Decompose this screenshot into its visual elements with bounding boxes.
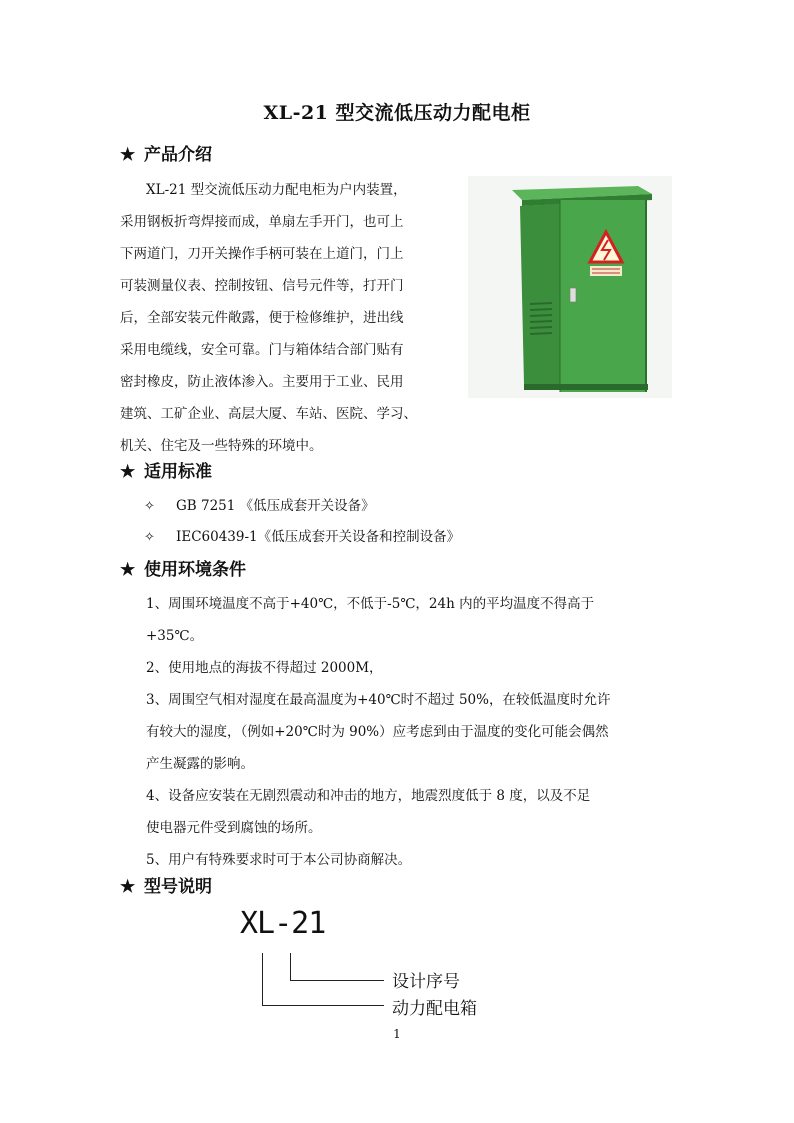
page-title: XL-21 型交流低压动力配电柜 xyxy=(263,102,531,124)
intro-line: XL-21 型交流低压动力配电柜为户内装置， xyxy=(146,182,407,198)
intro-line: 建筑、工矿企业、高层大厦、车站、医院、学习、 xyxy=(120,406,417,422)
intro-line: 可装测量仪表、控制按钮、信号元件等，打开门 xyxy=(120,278,404,294)
standard-text: IEC60439-1《低压成套开关设备和控制设备》 xyxy=(176,529,461,545)
section-heading-standards xyxy=(120,457,212,482)
bracket-line xyxy=(290,980,384,981)
section-heading-environment xyxy=(120,555,246,580)
env-line: 使电器元件受到腐蚀的场所。 xyxy=(146,820,322,836)
list-item xyxy=(144,525,460,545)
env-line: 1、周围环境温度不高于+40℃，不低于-5℃，24h 内的平均温度不得高于 xyxy=(146,596,595,612)
section-heading-label: 产品介绍 xyxy=(144,145,212,165)
model-code: XL-21 xyxy=(240,906,326,941)
env-line: +35℃。 xyxy=(146,628,204,644)
list-item xyxy=(144,494,375,514)
product-photo-cabinet xyxy=(468,176,672,398)
section-heading-label: 型号说明 xyxy=(144,877,212,897)
star-icon: ★ xyxy=(120,877,136,897)
env-line: 4、设备应安装在无剧烈震动和冲击的地方，地震烈度低于 8 度，以及不足 xyxy=(146,788,591,804)
env-line: 有较大的湿度，（例如+20℃时为 90%）应考虑到由于温度的变化可能会偶然 xyxy=(146,724,609,740)
intro-line: 采用钢板折弯焊接而成，单扇左手开门，也可上 xyxy=(120,214,404,230)
diamond-icon: ✧ xyxy=(144,499,155,514)
env-line: 5、用户有特殊要求时可于本公司协商解决。 xyxy=(146,852,412,868)
intro-line: 下两道门，刀开关操作手柄可装在上道门，门上 xyxy=(120,246,404,262)
env-line: 2、使用地点的海拔不得超过 2000M， xyxy=(146,660,383,676)
diamond-icon: ✧ xyxy=(144,530,155,545)
model-label-design-serial: 设计序号 xyxy=(392,972,460,992)
intro-line: 机关、住宅及一些特殊的环境中。 xyxy=(120,438,323,454)
env-line: 产生凝露的影响。 xyxy=(146,756,254,772)
section-heading-model xyxy=(120,872,212,897)
model-label-power-box: 动力配电箱 xyxy=(392,999,477,1019)
star-icon: ★ xyxy=(120,560,136,580)
star-icon: ★ xyxy=(120,145,136,165)
intro-line: 后，全部安装元件敞露，便于检修维护，进出线 xyxy=(120,310,404,326)
bracket-line xyxy=(262,1005,384,1006)
env-line: 3、周围空气相对湿度在最高温度为+40℃时不超过 50%，在较低温度时允许 xyxy=(146,692,611,708)
page-number: 1 xyxy=(393,1027,401,1041)
star-icon: ★ xyxy=(120,462,136,482)
intro-line: 采用电缆线，安全可靠。门与箱体结合部门贴有 xyxy=(120,342,404,358)
bracket-line xyxy=(290,953,291,980)
intro-line: 密封橡皮，防止液体渗入。主要用于工业、民用 xyxy=(120,374,404,390)
section-heading-label: 使用环境条件 xyxy=(144,560,246,580)
standard-text: GB 7251 《低压成套开关设备》 xyxy=(176,498,375,514)
section-heading-label: 适用标准 xyxy=(144,462,212,482)
bracket-line xyxy=(262,953,263,1005)
section-heading-intro xyxy=(120,140,212,165)
